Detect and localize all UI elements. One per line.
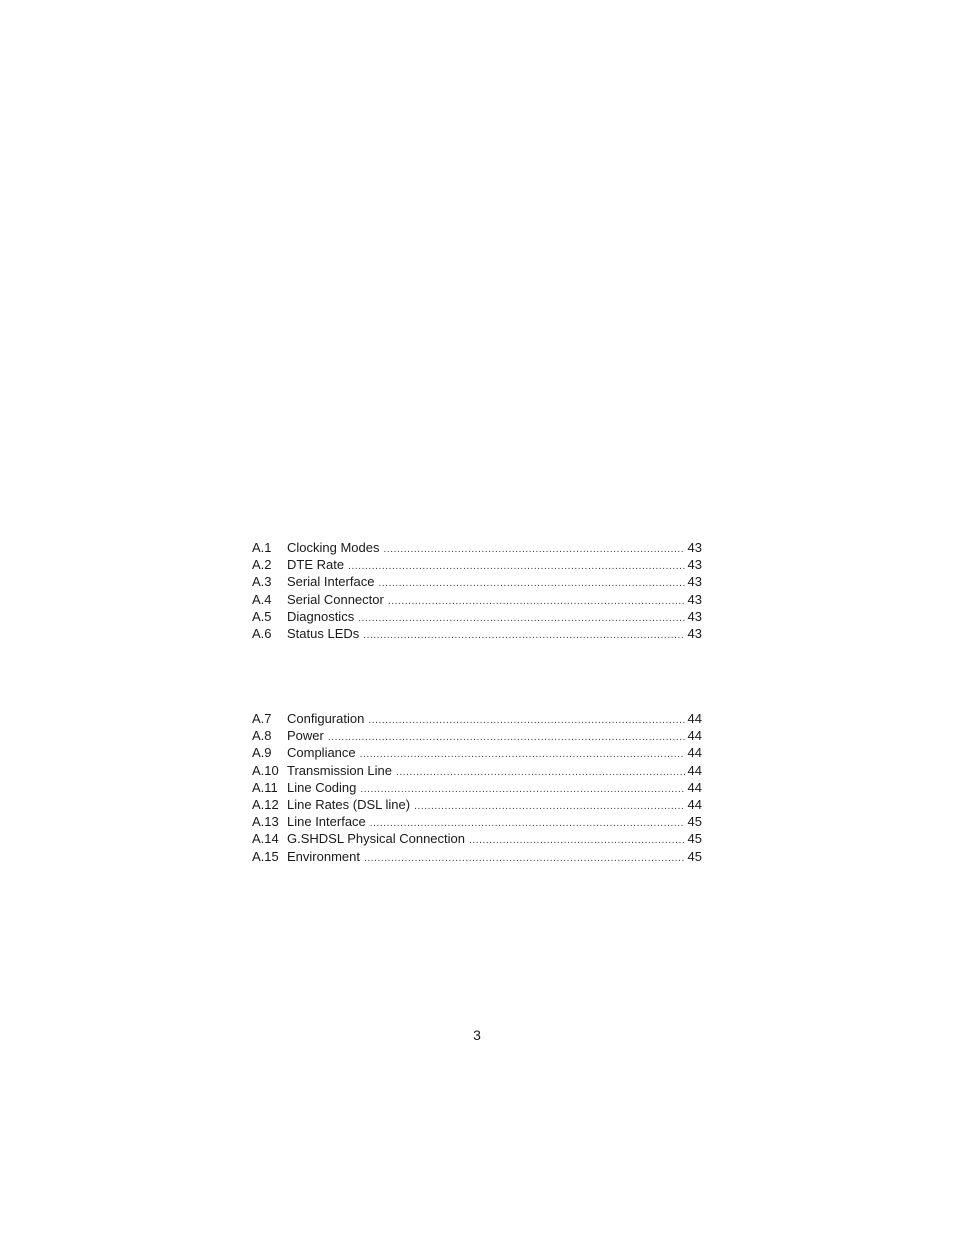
toc-leader-dots (363, 627, 684, 644)
toc-entry[interactable] (252, 779, 702, 796)
toc-entry[interactable] (252, 796, 702, 813)
toc-leader-dots (368, 712, 684, 729)
toc-entry-title: DTE Rate (287, 557, 345, 573)
toc-entry[interactable] (252, 813, 702, 830)
toc-entry-title: Status LEDs (287, 625, 360, 641)
page-number: 3 (473, 1027, 481, 1043)
toc-entry[interactable] (252, 556, 702, 573)
toc-entry[interactable] (252, 591, 702, 608)
toc-entry-number: A.9 (252, 745, 272, 761)
toc-entry[interactable] (252, 539, 702, 556)
toc-entry-title: Line Rates (DSL line) (287, 796, 411, 812)
toc-entry-page: 45 (687, 848, 702, 864)
toc-entry-title: Compliance (287, 745, 356, 761)
toc-entry-page: 44 (687, 745, 702, 761)
toc-entry-page: 45 (687, 814, 702, 830)
toc-entry-page: 44 (687, 779, 702, 795)
toc-entry-page: 43 (687, 608, 702, 624)
toc-entry-title: G.SHDSL Physical Connection (287, 831, 465, 847)
toc-entry[interactable] (252, 625, 702, 642)
toc-entry[interactable] (252, 573, 702, 590)
toc-entry-page: 43 (687, 574, 702, 590)
toc-group-2 (252, 710, 702, 865)
toc-leader-dots (378, 575, 684, 592)
toc-entry-title: Line Interface (287, 814, 366, 830)
toc-entry-title: Line Coding (287, 779, 357, 795)
toc-leader-dots (348, 558, 684, 575)
toc-entry-number: A.2 (252, 557, 272, 573)
toc-entry-number: A.10 (252, 762, 279, 778)
toc-entry[interactable] (252, 830, 702, 847)
toc-entry-title: Serial Interface (287, 574, 375, 590)
toc-entry-title: Power (287, 728, 324, 744)
toc-entry[interactable] (252, 710, 702, 727)
toc-entry-number: A.3 (252, 574, 272, 590)
toc-entry-number: A.11 (252, 779, 278, 795)
toc-entry-page: 45 (687, 831, 702, 847)
toc-entry[interactable] (252, 727, 702, 744)
toc-entry-number: A.12 (252, 796, 279, 812)
toc-entry[interactable] (252, 744, 702, 761)
toc-entry-number: A.5 (252, 608, 272, 624)
toc-entry-title: Serial Connector (287, 591, 384, 607)
toc-entry-page: 44 (687, 728, 702, 744)
toc-leader-dots (328, 729, 685, 746)
toc-entry-title: Environment (287, 848, 360, 864)
toc-entry-number: A.7 (252, 711, 272, 726)
toc-entry[interactable] (252, 762, 702, 779)
toc-entry-page: 43 (687, 557, 702, 573)
toc-entry[interactable] (252, 848, 702, 865)
toc-entry[interactable] (252, 608, 702, 625)
toc-entry-page: 44 (687, 711, 702, 726)
toc-leader-dots (388, 593, 685, 610)
toc-entry-title: Diagnostics (287, 608, 355, 624)
toc-leader-dots (364, 850, 685, 867)
toc-group-1 (252, 539, 702, 642)
toc-entry-page: 44 (687, 796, 702, 812)
toc-entry-number: A.14 (252, 831, 279, 847)
toc-leader-dots (414, 798, 684, 815)
toc-entry-page: 43 (687, 591, 702, 607)
toc-entry-number: A.13 (252, 814, 279, 830)
toc-entry-number: A.4 (252, 591, 272, 607)
toc-leader-dots (396, 764, 685, 781)
toc-entry-number: A.1 (252, 540, 272, 555)
toc-entry-title: Clocking Modes (287, 540, 380, 555)
toc-entry-title: Transmission Line (287, 762, 393, 778)
toc-leader-dots (358, 610, 684, 627)
toc-entry-number: A.8 (252, 728, 272, 744)
toc-entry-title: Configuration (287, 711, 365, 726)
toc-entry-page: 43 (687, 625, 702, 641)
toc-leader-dots (384, 541, 685, 558)
toc-entry-page: 44 (687, 762, 702, 778)
toc-entry-page: 43 (687, 540, 702, 555)
toc-leader-dots (360, 746, 685, 763)
toc-leader-dots (469, 832, 685, 849)
toc-entry-number: A.6 (252, 625, 272, 641)
toc-entry-number: A.15 (252, 848, 279, 864)
